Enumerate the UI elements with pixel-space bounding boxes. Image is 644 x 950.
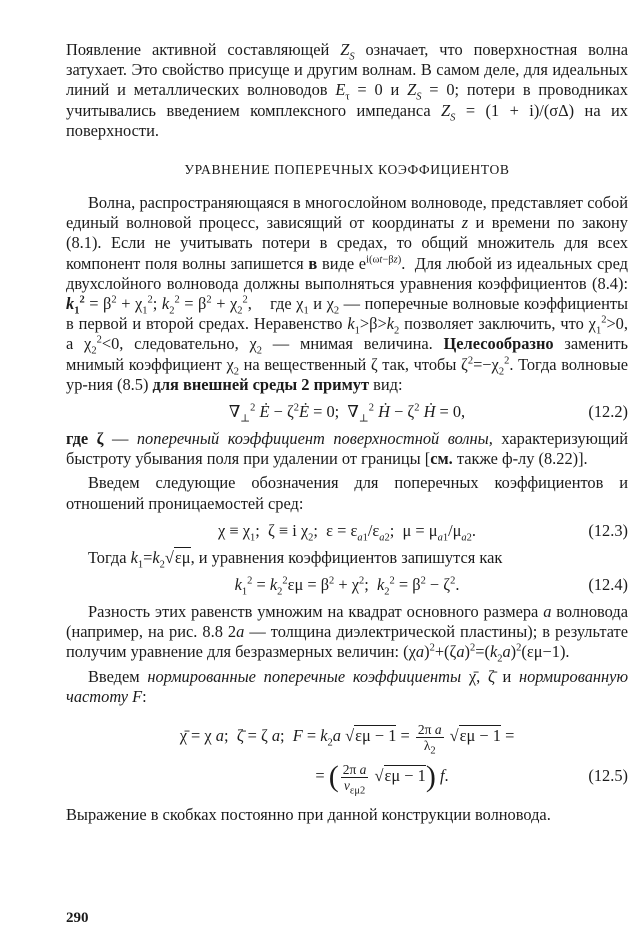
paragraph-3: где ζ — поперечный коэффициент поверхностной волны, характеризующий быстроту убывания поля при удалении от границы [см. также ф-лу (8.22)]. xyxy=(66,429,628,469)
page-content xyxy=(66,40,628,825)
equation-12-2: $\nabla_\perp^2$ Ė − $\zeta^2Ė = 0$; $\nabla_\perp^2$ Ḣ − $\zeta^2$ Ḣ = 0, (12.2) xyxy=(228,402,628,425)
equation-number: (12.2) xyxy=(588,402,628,422)
page-number: 290 xyxy=(66,910,89,926)
paragraph-2: Волна, распространяющаяся в многослойном волноводе, представляет собой единый волновой процесс, зависящий от координаты z и времени по закону (8.1). Если не учитывать потери в средах, то общий множитель для всех компонент поля волны запишется в виде $e^{i(\omega t-\beta z)}$. Для любой из идеальных сред двухслойного волновода должны выполняться уравнения коэффициентов (8.4): $k_1^2 = \beta^2 + \chi_1^2$; $k_2^2 = \beta^2 + \chi_2^2$, где $\chi_1$ и $\chi_2$ — поперечные волновые коэффициенты в первой и второй средах. Неравенство $k_1>\beta>k_2$ позволяет заключить, что $\chi_1^2>0$, а $\chi_2^2<0$, следовательно, $\chi_2$ — мнимая величина. Целесообразно заменить мнимый коэффициент $\chi_2$ на вещественный ζ так, чтобы $\zeta^2=-\chi_2^2$. Тогда волновые ур-ния (8.5) для внешней среды 2 примут вид: xyxy=(66,193,629,394)
section-heading: УРАВНЕНИЕ ПОПЕРЕЧНЫХ КОЭФФИЦИЕНТОВ xyxy=(184,162,510,178)
equation-number: (12.4) xyxy=(588,575,628,595)
paragraph-7: Введем нормированные поперечные коэффициенты χ̄, ζ̄ и нормированную частоту F: xyxy=(66,666,628,706)
paragraph-5: Тогда $k_1=k_2√\varepsilon\mu$, и уравнения коэффициентов запишутся как xyxy=(88,547,503,571)
paragraph-4: Введем следующие обозначения для поперечных коэффициентов и отношений проницаемостей сред: xyxy=(66,473,628,513)
equation-12-5-line2: = ( $\frac{\text{2π a}}{v_{\varepsilon\mu 2}}$ √εμ − 1) f. (12.5) xyxy=(66,756,628,796)
equation-12-3: $\chi \equiv \chi_1$; ζ ≡ i $\chi_2$; $\varepsilon = \varepsilon_{a1}/\varepsilon_{a2}$; $\mu = \mu_{a1}/\mu_{a2}$. (12.3) xyxy=(217,520,628,544)
paragraph-8: Выражение в скобках постоянно при данной конструкции волновода. xyxy=(66,805,551,825)
equation-12-5-line1: χ̄ = χ a; ζ̄ = ζ a; $F = k_2a$ √εμ − 1 = $\frac{\text{2π a}}{\lambda_2}$ √εμ − 1 = xyxy=(179,721,515,757)
equation-number: (12.5) xyxy=(588,766,628,786)
paragraph-6: Разность этих равенств умножим на квадрат основного размера a волновода (например, на рис. 8.8 2a — толщина диэлектрической пластины); в результате получим уравнение для безразмерных величин: $(\chi a)^2+(\zeta a)^2=(k_2a)^2(\varepsilon\mu-1)$. xyxy=(66,602,628,665)
equation-number: (12.3) xyxy=(588,520,628,540)
paragraph-1: Появление активной составляющей $Z_S$ означает, что поверхностная волна затухает. Это свойство присуще и другим волнам. В самом деле, для идеальных линий и металлических волноводов $E_\tau = 0$ и $Z_S = 0$; потери в проводниках учитывались введением комплексного импеданса $Z_S = (1 + i)/(\sigma\Delta)$ на их поверхности. xyxy=(66,40,628,140)
equation-12-4: $k_1^2 = k_2^2\varepsilon\mu = \beta^2 + \chi^2$; $k_2^2 = \beta^2 - \zeta^2$. (12.4) xyxy=(234,575,628,598)
